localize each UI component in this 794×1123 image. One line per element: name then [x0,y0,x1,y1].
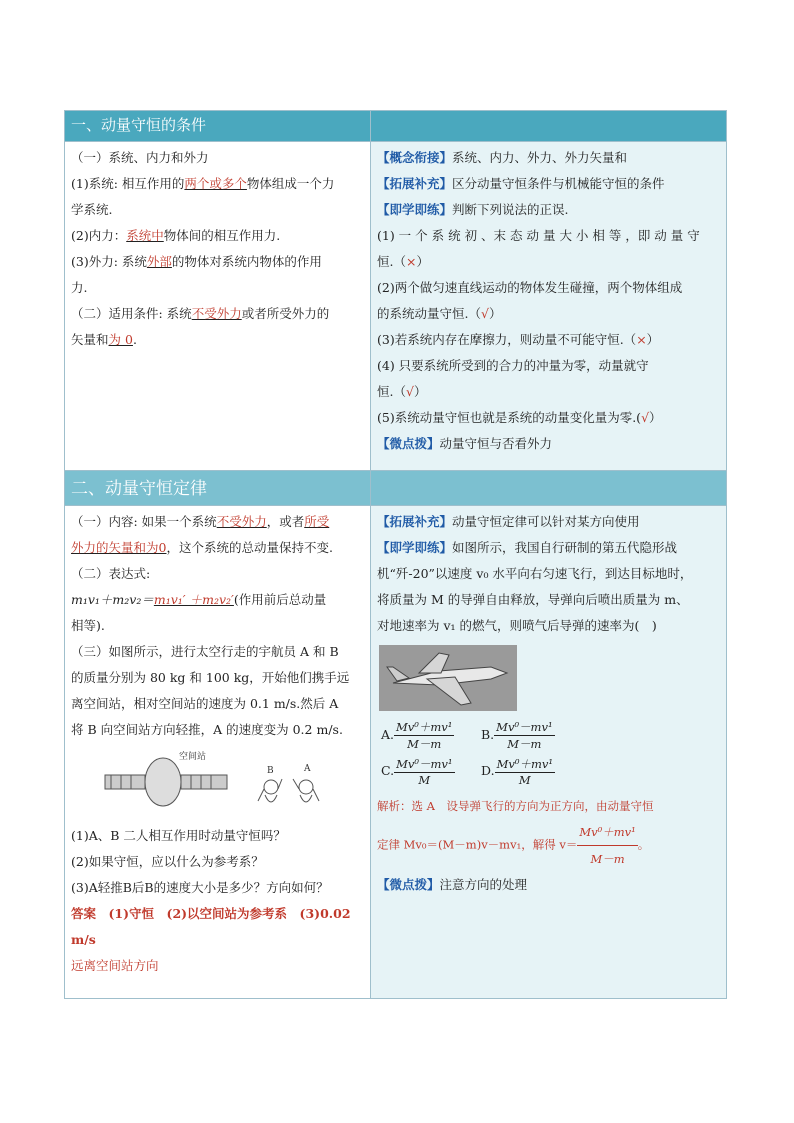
section-2-header [65,471,727,506]
option-b[interactable]: B. $\frac{\text{Mv⁰－mv¹}}{M-m}$ [481,720,553,751]
section-1-left [65,142,371,471]
question-2-answer: 的系统动量守恒.（√） [377,306,502,321]
question-3: (3)若系统内存在摩擦力，则动量不可能守恒.（×） [377,332,660,347]
line: 矢量和为 0. [71,332,137,347]
note-tip: 【微点拨】动量守恒与否看外力 [377,436,553,451]
note-concept: 【概念衔接】系统、内力、外力、外力矢量和 [377,150,628,165]
line: 的质量分别为 80 kg 和 100 kg，开始他们携手远 [71,670,350,685]
option-d[interactable]: D. $\frac{\text{Mv⁰＋mv¹}}{M}$ [481,757,553,787]
option-a[interactable]: A. $\frac{\text{Mv⁰＋mv¹}}{M-m}$ [381,720,453,751]
answer-cont: m/s [71,932,96,947]
line: 外力的矢量和为0，这个系统的总动量保持不变. [71,540,333,555]
section-1-title: 一、动量守恒的条件 [65,111,371,142]
line: （三）如图所示，进行太空行走的宇航员 A 和 B [71,644,339,659]
solution: 解析：选 A 设导弹飞行的方向为正方向，由动量守恒 [377,799,654,813]
question-5: (5)系统动量守恒也就是系统的动量变化量为零.(√） [377,410,662,425]
fighter-jet-image [379,645,517,711]
line: (3)外力: 系统外部的物体对系统内物体的作用 [71,254,322,269]
question-2: (2)两个做匀速直线运动的物体发生碰撞，两个物体组成 [377,280,683,295]
answer: 答案 (1)守恒 (2)以空间站为参考系 (3)0.02 [71,906,351,921]
line: 对地速率为 v₁ 的燃气，则喷气后导弹的速率为( ) [377,618,657,633]
formula: m₁v₁＋m₂v₂＝m₁v₁′ ＋m₂v₂′(作用前后总动量 [71,592,327,607]
section-2-row [65,506,727,999]
note-extension: 【拓展补充】动量守恒定律可以针对某方向使用 [377,514,640,529]
question-4-answer: 恒.（√） [377,384,427,399]
question-2: (2)如果守恒，应以什么为参考系？ [71,854,264,869]
line: (1)系统: 相互作用的两个或多个物体组成一个力 [71,176,335,191]
question-1: (1)A、B 二人相互作用时动量守恒吗？ [71,828,286,843]
svg-text:空间站: 空间站 [179,752,207,762]
line: (2)内力：系统中物体间的相互作用力. [71,228,281,243]
line: 将 B 向空间站方向轻推，A 的速度变为 0.2 m/s. [71,722,343,737]
note-practice: 【即学即练】判断下列说法的正误. [377,202,569,217]
note-tip: 【微点拨】注意方向的处理 [377,877,528,892]
section-2-left [65,506,371,999]
section-2-right [371,506,727,999]
line: 机“歼-20”以速度 v₀ 水平向右匀速飞行，到达目标地时， [377,566,693,581]
line: （二）适用条件: 系统不受外力或者所受外力的 [71,306,330,321]
note-extension: 【拓展补充】区分动量守恒条件与机械能守恒的条件 [377,176,665,191]
subheading: （二）表达式: [71,566,151,581]
note-practice: 【即学即练】如图所示，我国自行研制的第五代隐形战 [377,540,678,555]
line: 离空间站，相对空间站的速度为 0.1 m/s.然后 A [71,696,339,711]
answer-direction: 远离空间站方向 [71,958,159,973]
question-4: (4) 只要系统所受到的合力的冲量为零，动量就守 [377,358,649,373]
line: 相等). [71,618,105,633]
option-c[interactable]: C. $\frac{\text{Mv⁰－mv¹}}{M}$ [381,757,453,787]
content-table [64,110,727,999]
section-1-header [65,111,727,142]
section-2-title: 二、动量守恒定律 [65,471,371,506]
line: 将质量为 M 的导弹自由释放，导弹向后喷出质量为 m、 [377,592,689,607]
solution-cont: 定律 Mv₀＝(M－m)v－mv₁，解得 v＝ $\frac{\text{Mv⁰＋mv¹}}{M-m}$ 。 [377,819,720,872]
line: 力. [71,280,88,295]
subheading: （一）系统、内力和外力 [71,150,209,165]
line: 学系统. [71,202,113,217]
question-3: (3)A轻推B后B的速度大小是多少？方向如何？ [71,880,329,895]
section-1-right [371,142,727,471]
question-1: (1) 一 个 系 统 初 、末 态 动 量 大 小 相 等 ，即 动 量 守 [377,228,700,243]
space-station-figure [101,747,351,817]
section-1-row [65,142,727,471]
question-1-answer: 恒.（×） [377,254,429,269]
svg-text:A: A [304,764,311,774]
svg-text:B: B [267,766,274,776]
line: （一）内容: 如果一个系统不受外力，或者所受 [71,514,330,529]
answer-options [381,719,720,787]
